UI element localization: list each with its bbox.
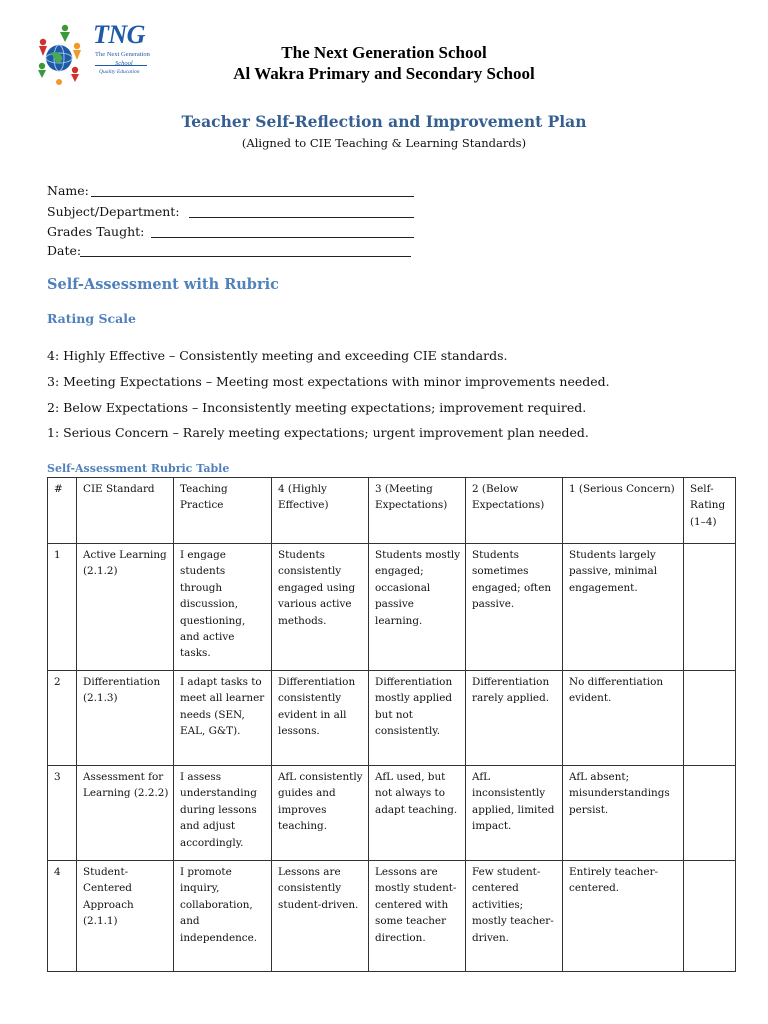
- row-number: 3: [48, 766, 77, 861]
- name-label: Name:: [47, 183, 89, 198]
- logo-line-2: School: [115, 60, 133, 67]
- table-row: [48, 671, 736, 766]
- teaching-practice-cell: I promote inquiry, collaboration, and independence.: [174, 861, 272, 972]
- table-header-row: [48, 478, 736, 544]
- serious-concern-cell: Entirely teacher-centered.: [563, 861, 684, 972]
- school-name: The Next Generation School: [281, 43, 487, 62]
- subject-department-line: [189, 217, 414, 218]
- column-header: CIE Standard: [77, 478, 174, 544]
- serious-concern-cell: Students largely passive, minimal engagement.: [563, 544, 684, 671]
- cie-standard-cell: Differentiation (2.1.3): [77, 671, 174, 766]
- meeting-expectations-cell: Lessons are mostly student-centered with some teacher direction.: [369, 861, 466, 972]
- below-expectations-cell: Few student-centered activities; mostly teacher-driven.: [466, 861, 563, 972]
- grades-taught-line: [151, 237, 414, 238]
- document-subtitle: (Aligned to CIE Teaching & Learning Standards): [241, 136, 527, 150]
- rating-scale-item: 1: Serious Concern – Rarely meeting expectations; urgent improvement plan needed.: [47, 425, 589, 440]
- table-row: [48, 861, 736, 972]
- grades-taught-label: Grades Taught:: [47, 224, 145, 239]
- rating-scale-item: 3: Meeting Expectations – Meeting most expectations with minor improvements needed.: [47, 374, 610, 389]
- rating-scale-heading: Rating Scale: [47, 311, 136, 326]
- serious-concern-cell: No differentiation evident.: [563, 671, 684, 766]
- column-header: 2 (Below Expectations): [466, 478, 563, 544]
- logo-line-1: The Next Generation: [95, 51, 150, 58]
- column-header: Self-Rating (1–4): [684, 478, 736, 544]
- highly-effective-cell: Lessons are consistently student-driven.: [272, 861, 369, 972]
- teaching-practice-cell: I adapt tasks to meet all learner needs (SEN, EAL, G&T).: [174, 671, 272, 766]
- subject-department-label: Subject/Department:: [47, 204, 180, 219]
- self-rating-cell[interactable]: [684, 671, 736, 766]
- teaching-practice-cell: I engage students through discussion, questioning, and active tasks.: [174, 544, 272, 671]
- serious-concern-cell: AfL absent; misunderstandings persist.: [563, 766, 684, 861]
- rating-scale-item: 4: Highly Effective – Consistently meeting and exceeding CIE standards.: [47, 348, 508, 363]
- below-expectations-cell: AfL inconsistently applied, limited impact.: [466, 766, 563, 861]
- meeting-expectations-cell: AfL used, but not always to adapt teaching.: [369, 766, 466, 861]
- column-header: Teaching Practice: [174, 478, 272, 544]
- cie-standard-cell: Active Learning (2.1.2): [77, 544, 174, 671]
- date-field[interactable]: [47, 243, 81, 258]
- self-rating-cell[interactable]: [684, 861, 736, 972]
- below-expectations-cell: Students sometimes engaged; often passive.: [466, 544, 563, 671]
- table-row: [48, 544, 736, 671]
- document-title: Teacher Self-Reflection and Improvement Plan: [181, 112, 587, 131]
- subject-department-field[interactable]: [47, 204, 180, 219]
- rating-scale-item: 2: Below Expectations – Inconsistently meeting expectations; improvement required.: [47, 400, 587, 415]
- table-row: [48, 766, 736, 861]
- rubric-table-heading: Self-Assessment Rubric Table: [47, 462, 230, 475]
- row-number: 4: [48, 861, 77, 972]
- logo-text: TNG: [93, 20, 145, 49]
- row-number: 1: [48, 544, 77, 671]
- highly-effective-cell: Students consistently engaged using various active methods.: [272, 544, 369, 671]
- name-line: [91, 196, 414, 197]
- meeting-expectations-cell: Differentiation mostly applied but not consistently.: [369, 671, 466, 766]
- logo-tagline: Quality Education: [99, 69, 140, 75]
- cie-standard-cell: Student-Centered Approach (2.1.1): [77, 861, 174, 972]
- meeting-expectations-cell: Students mostly engaged; occasional passive learning.: [369, 544, 466, 671]
- highly-effective-cell: AfL consistently guides and improves teaching.: [272, 766, 369, 861]
- cie-standard-cell: Assessment for Learning (2.2.2): [77, 766, 174, 861]
- column-header: 1 (Serious Concern): [563, 478, 684, 544]
- section-heading: Self-Assessment with Rubric: [47, 276, 279, 293]
- campus-name: Al Wakra Primary and Secondary School: [233, 64, 535, 83]
- date-label: Date:: [47, 243, 82, 258]
- highly-effective-cell: Differentiation consistently evident in all lessons.: [272, 671, 369, 766]
- column-header: #: [48, 478, 77, 544]
- rubric-table: [47, 477, 736, 972]
- below-expectations-cell: Differentiation rarely applied.: [466, 671, 563, 766]
- column-header: 4 (Highly Effective): [272, 478, 369, 544]
- date-line: [80, 256, 411, 257]
- self-rating-cell[interactable]: [684, 544, 736, 671]
- self-rating-cell[interactable]: [684, 766, 736, 861]
- name-field[interactable]: [47, 183, 89, 198]
- row-number: 2: [48, 671, 77, 766]
- grades-taught-field[interactable]: [47, 224, 144, 239]
- teaching-practice-cell: I assess understanding during lessons and adjust accordingly.: [174, 766, 272, 861]
- column-header: 3 (Meeting Expectations): [369, 478, 466, 544]
